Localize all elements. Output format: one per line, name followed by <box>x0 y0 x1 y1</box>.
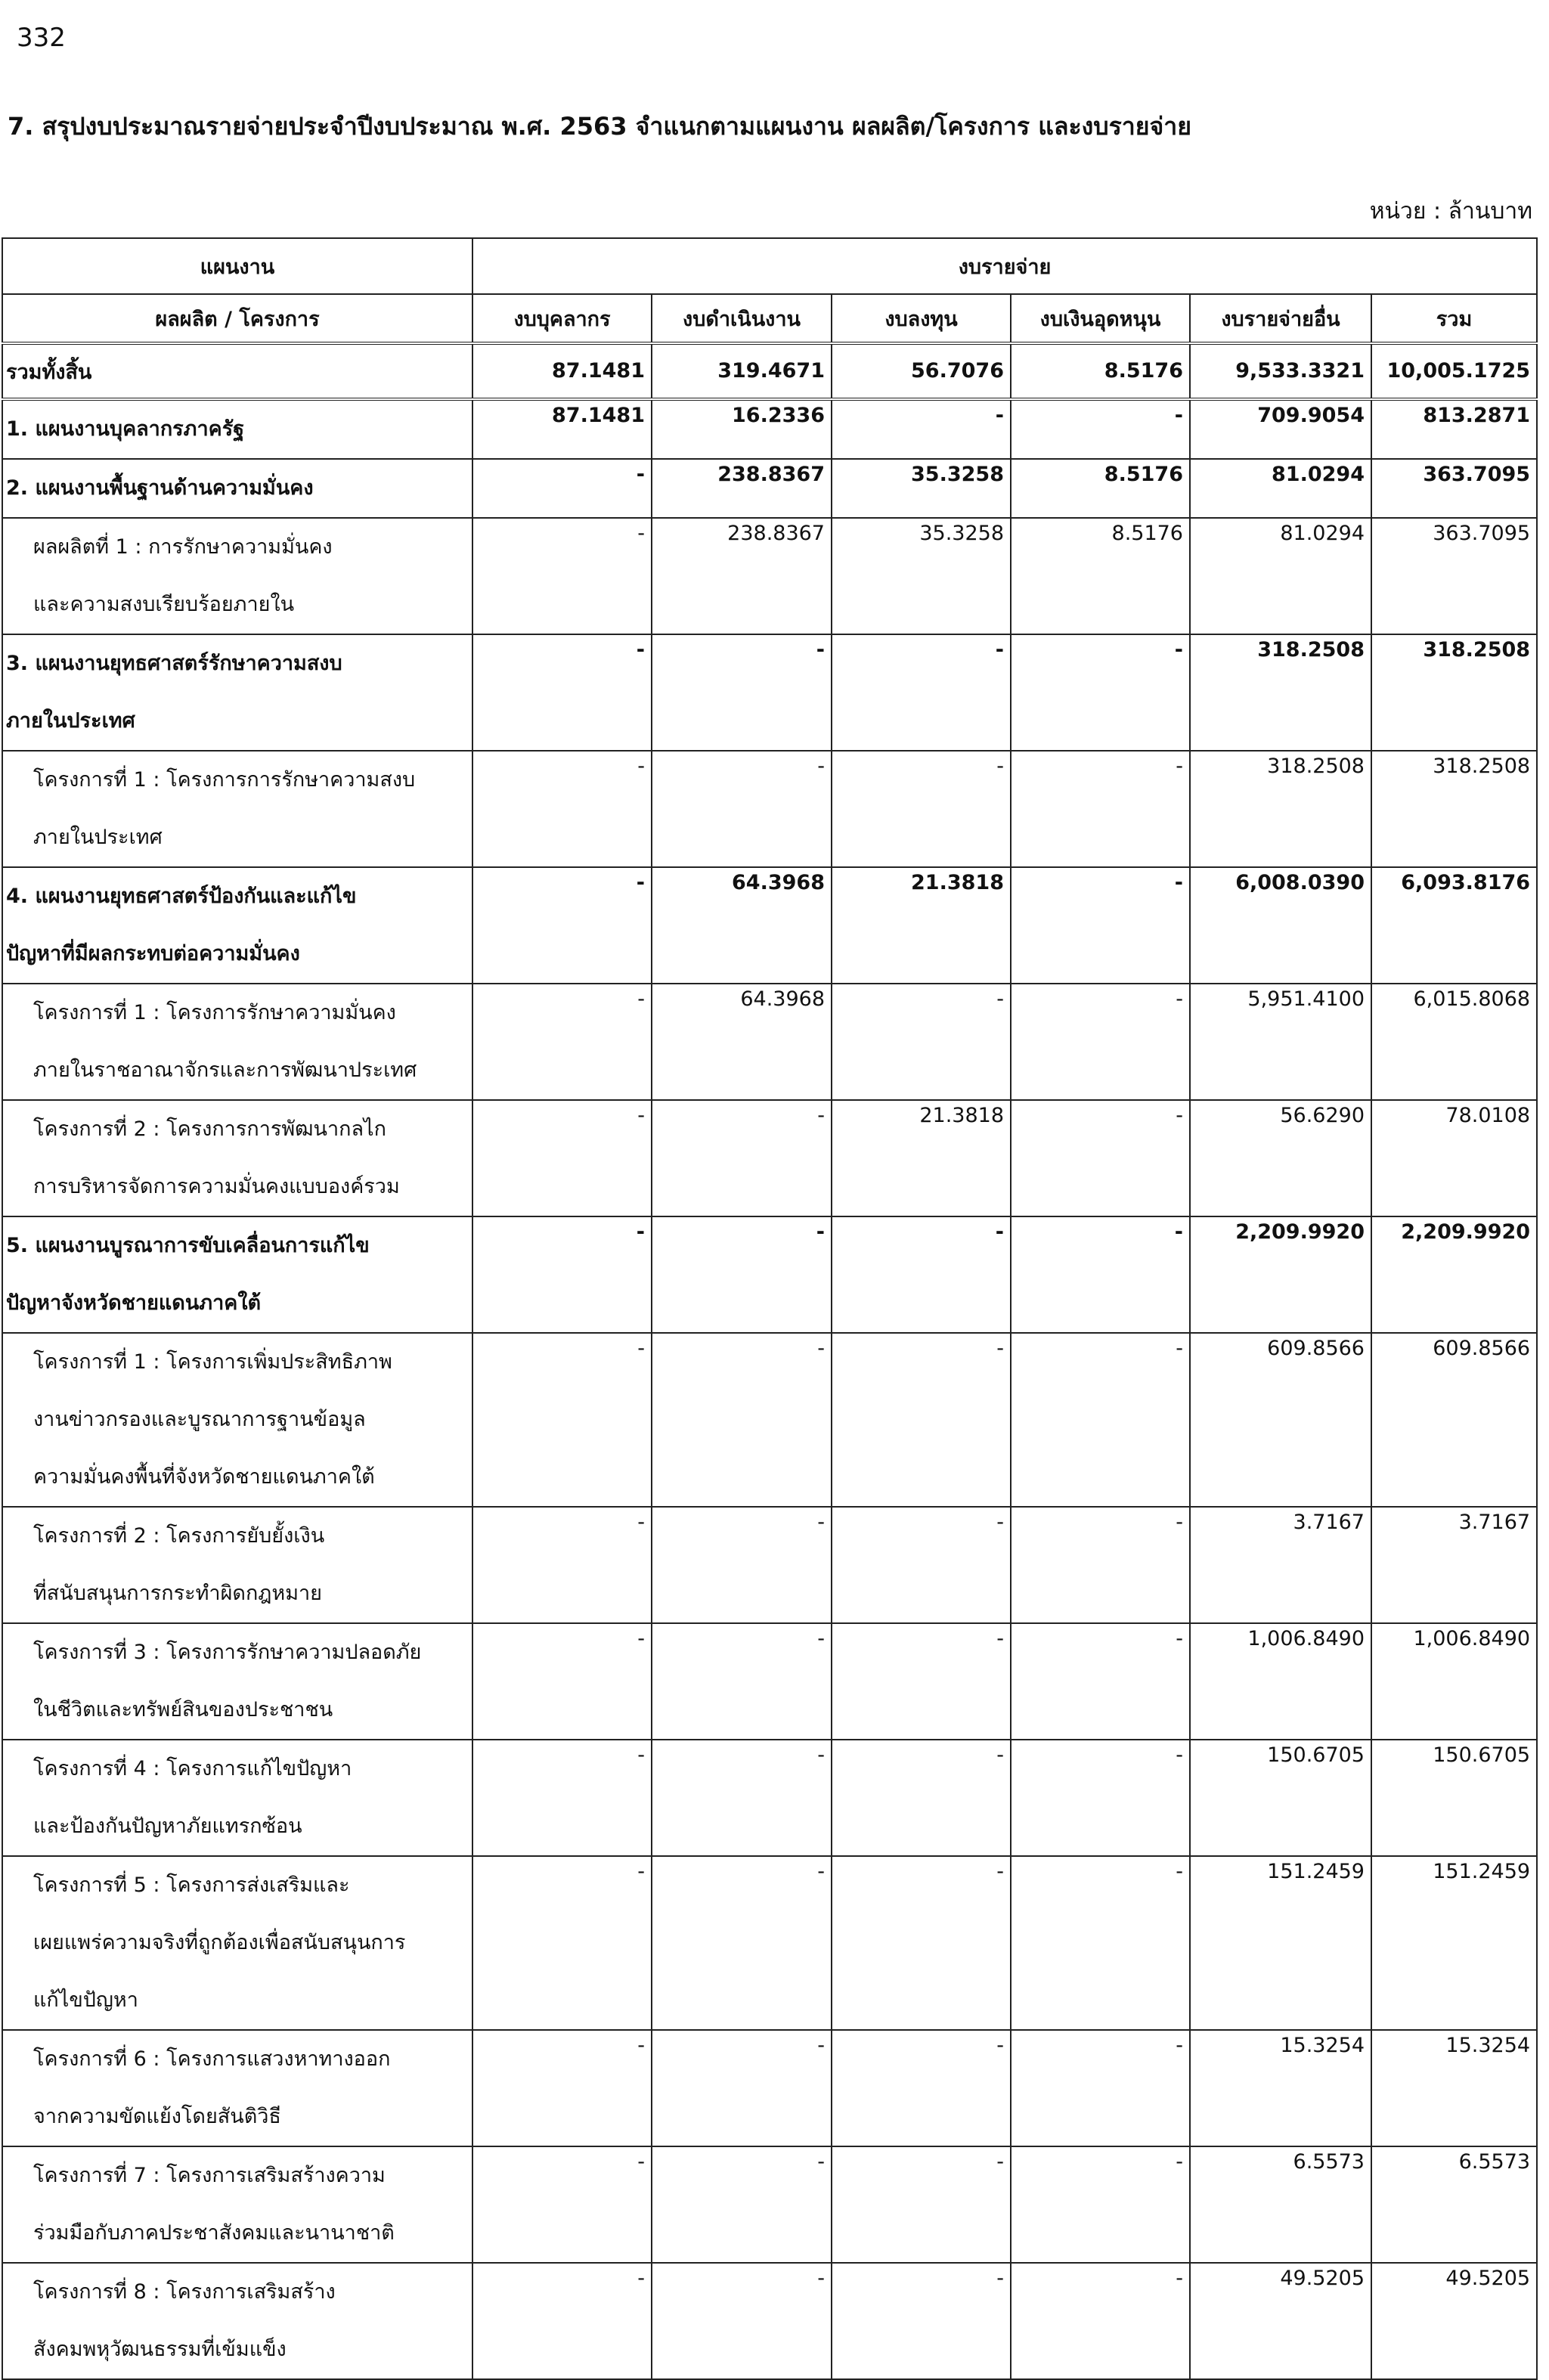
table-row-project <box>2 751 1537 867</box>
row-value: - <box>832 2146 1011 2263</box>
table-row-project <box>2 984 1537 1100</box>
row-value: - <box>1011 751 1190 867</box>
row-value: - <box>472 1740 652 1856</box>
page-number: 332 <box>17 23 66 53</box>
row-value: 238.8367 <box>652 518 832 634</box>
row-value: - <box>472 459 652 518</box>
row-value: 151.2459 <box>1190 1856 1371 2030</box>
row-value: 6.5573 <box>1371 2146 1537 2263</box>
unit-label: หน่วย : ล้านบาท <box>1369 198 1532 225</box>
row-label: โครงการที่ 5 : โครงการส่งเสริมและ เผยแพร่ความจริงที่ถูกต้องเพื่อสนับสนุนการ แก้ไขปัญหา <box>2 1856 472 2030</box>
row-label: โครงการที่ 1 : โครงการการรักษาความสงบ ภายในประเทศ <box>2 751 472 867</box>
row-value: 318.2508 <box>1190 751 1371 867</box>
row-value: - <box>1011 867 1190 984</box>
row-value: - <box>472 1623 652 1740</box>
table-row-project <box>2 2146 1537 2263</box>
row-value: - <box>1011 2030 1190 2146</box>
row-label: โครงการที่ 8 : โครงการเสริมสร้าง สังคมพหุวัฒนธรรมที่เข้มแข็ง <box>2 2263 472 2379</box>
row-value: - <box>652 2263 832 2379</box>
row-value: 81.0294 <box>1190 518 1371 634</box>
row-value: 609.8566 <box>1190 1333 1371 1507</box>
row-value: - <box>1011 1100 1190 1216</box>
row-value: 318.2508 <box>1190 634 1371 751</box>
row-label: โครงการที่ 4 : โครงการแก้ไขปัญหา และป้องกันปัญหาภัยแทรกซ้อน <box>2 1740 472 1856</box>
table-row-project <box>2 1507 1537 1623</box>
header-col-operating: งบดำเนินงาน <box>652 294 832 343</box>
row-value: 21.3818 <box>832 1100 1011 1216</box>
row-value: - <box>832 1623 1011 1740</box>
row-label: โครงการที่ 3 : โครงการรักษาความปลอดภัย ในชีวิตและทรัพย์สินของประชาชน <box>2 1623 472 1740</box>
row-label: โครงการที่ 2 : โครงการยับยั้งเงิน ที่สนับสนุนการกระทำผิดกฎหมาย <box>2 1507 472 1623</box>
row-value: - <box>1011 1216 1190 1333</box>
table-row-project <box>2 1740 1537 1856</box>
row-value: 150.6705 <box>1190 1740 1371 1856</box>
row-value: - <box>652 2146 832 2263</box>
row-label: โครงการที่ 1 : โครงการเพิ่มประสิทธิภาพ งานข่าวกรองและบูรณาการฐานข้อมูล ความมั่นคงพื้นที่จังหวัดชายแดนภาคใต้ <box>2 1333 472 1507</box>
total-value: 56.7076 <box>832 343 1011 399</box>
row-value: 3.7167 <box>1371 1507 1537 1623</box>
total-value: 319.4671 <box>652 343 832 399</box>
row-label: 1. แผนงานบุคลากรภาครัฐ <box>2 399 472 459</box>
row-label: 5. แผนงานบูรณาการขับเคลื่อนการแก้ไข ปัญหาจังหวัดชายแดนภาคใต้ <box>2 1216 472 1333</box>
row-value: - <box>832 1740 1011 1856</box>
row-value: 813.2871 <box>1371 399 1537 459</box>
row-value: - <box>472 518 652 634</box>
row-value: 6,015.8068 <box>1371 984 1537 1100</box>
row-label: โครงการที่ 7 : โครงการเสริมสร้างความ ร่วมมือกับภาคประชาสังคมและนานาชาติ <box>2 2146 472 2263</box>
row-value: - <box>1011 1507 1190 1623</box>
total-value: 9,533.3321 <box>1190 343 1371 399</box>
table-row-project <box>2 1333 1537 1507</box>
row-value: - <box>652 1100 832 1216</box>
table-row-total <box>2 343 1537 399</box>
row-value: 6.5573 <box>1190 2146 1371 2263</box>
row-label: 4. แผนงานยุทธศาสตร์ป้องกันและแก้ไข ปัญหาที่มีผลกระทบต่อความมั่นคง <box>2 867 472 984</box>
row-value: 49.5205 <box>1190 2263 1371 2379</box>
row-value: 363.7095 <box>1371 459 1537 518</box>
header-col-subsidy: งบเงินอุดหนุน <box>1011 294 1190 343</box>
row-value: - <box>652 634 832 751</box>
header-col-investment: งบลงทุน <box>832 294 1011 343</box>
row-value: - <box>472 1216 652 1333</box>
table-row-plan <box>2 459 1537 518</box>
row-value: - <box>1011 1623 1190 1740</box>
row-value: - <box>832 1216 1011 1333</box>
total-value: 87.1481 <box>472 343 652 399</box>
row-value: 238.8367 <box>652 459 832 518</box>
budget-table <box>2 237 1538 2380</box>
row-value: 609.8566 <box>1371 1333 1537 1507</box>
row-value: - <box>1011 1856 1190 2030</box>
row-label: 3. แผนงานยุทธศาสตร์รักษาความสงบ ภายในประเทศ <box>2 634 472 751</box>
row-value: 8.5176 <box>1011 459 1190 518</box>
row-value: - <box>832 1856 1011 2030</box>
row-value: - <box>1011 1333 1190 1507</box>
row-value: - <box>832 2263 1011 2379</box>
row-value: 56.6290 <box>1190 1100 1371 1216</box>
row-value: - <box>652 1740 832 1856</box>
table-row-plan <box>2 1216 1537 1333</box>
table-row-project <box>2 1856 1537 2030</box>
row-value: 318.2508 <box>1371 751 1537 867</box>
row-value: - <box>652 1623 832 1740</box>
row-value: - <box>832 2030 1011 2146</box>
total-value: 10,005.1725 <box>1371 343 1537 399</box>
row-label: โครงการที่ 6 : โครงการแสวงหาทางออก จากความขัดแย้งโดยสันติวิธี <box>2 2030 472 2146</box>
row-value: 87.1481 <box>472 399 652 459</box>
row-value: 150.6705 <box>1371 1740 1537 1856</box>
row-value: 1,006.8490 <box>1190 1623 1371 1740</box>
row-value: 709.9054 <box>1190 399 1371 459</box>
row-value: - <box>1011 2263 1190 2379</box>
row-value: - <box>1011 634 1190 751</box>
table-row-project <box>2 2263 1537 2379</box>
row-value: - <box>1011 1740 1190 1856</box>
row-value: - <box>832 984 1011 1100</box>
row-value: - <box>472 2146 652 2263</box>
row-value: - <box>1011 984 1190 1100</box>
document-title: 7. สรุปงบประมาณรายจ่ายประจำปีงบประมาณ พ.ศ. 2563 จำแนกตามแผนงาน ผลผลิต/โครงการ และงบรายจ่าย <box>8 112 1191 141</box>
row-value: - <box>832 1333 1011 1507</box>
row-value: 35.3258 <box>832 518 1011 634</box>
row-value: - <box>472 984 652 1100</box>
row-value: - <box>1011 399 1190 459</box>
row-value: 2,209.9920 <box>1190 1216 1371 1333</box>
row-label: 2. แผนงานพื้นฐานด้านความมั่นคง <box>2 459 472 518</box>
row-value: - <box>472 2263 652 2379</box>
row-value: - <box>1011 2146 1190 2263</box>
row-value: 318.2508 <box>1371 634 1537 751</box>
table-row-project <box>2 2030 1537 2146</box>
table-row-plan <box>2 634 1537 751</box>
row-value: 15.3254 <box>1190 2030 1371 2146</box>
row-value: - <box>652 751 832 867</box>
row-value: 3.7167 <box>1190 1507 1371 1623</box>
row-value: - <box>472 1333 652 1507</box>
row-value: 6,008.0390 <box>1190 867 1371 984</box>
row-value: 35.3258 <box>832 459 1011 518</box>
row-value: 64.3968 <box>652 867 832 984</box>
row-value: - <box>832 751 1011 867</box>
row-value: 363.7095 <box>1371 518 1537 634</box>
row-value: - <box>652 1333 832 1507</box>
table-row-plan <box>2 867 1537 984</box>
total-label: รวมทั้งสิ้น <box>2 343 472 399</box>
row-value: 1,006.8490 <box>1371 1623 1537 1740</box>
row-value: - <box>472 867 652 984</box>
row-value: 15.3254 <box>1371 2030 1537 2146</box>
table-row-project <box>2 1623 1537 1740</box>
row-label: โครงการที่ 2 : โครงการการพัฒนากลไก การบริหารจัดการความมั่นคงแบบองค์รวม <box>2 1100 472 1216</box>
row-value: 49.5205 <box>1371 2263 1537 2379</box>
row-value: 78.0108 <box>1371 1100 1537 1216</box>
header-group: งบรายจ่าย <box>472 238 1537 294</box>
row-value: - <box>472 634 652 751</box>
row-value: 81.0294 <box>1190 459 1371 518</box>
row-value: 151.2459 <box>1371 1856 1537 2030</box>
row-value: - <box>832 399 1011 459</box>
header-plan: แผนงาน <box>2 238 472 294</box>
row-value: - <box>472 2030 652 2146</box>
total-value: 8.5176 <box>1011 343 1190 399</box>
row-label: โครงการที่ 1 : โครงการรักษาความมั่นคง ภายในราชอาณาจักรและการพัฒนาประเทศ <box>2 984 472 1100</box>
row-value: - <box>652 1507 832 1623</box>
row-value: 5,951.4100 <box>1190 984 1371 1100</box>
table-row-project <box>2 1100 1537 1216</box>
row-value: - <box>652 2030 832 2146</box>
row-value: - <box>832 1507 1011 1623</box>
table-row-plan <box>2 399 1537 459</box>
row-value: 21.3818 <box>832 867 1011 984</box>
row-value: 6,093.8176 <box>1371 867 1537 984</box>
row-value: - <box>472 1100 652 1216</box>
row-value: 2,209.9920 <box>1371 1216 1537 1333</box>
table-row-project <box>2 518 1537 634</box>
header-col-total: รวม <box>1371 294 1537 343</box>
header-col-personnel: งบบุคลากร <box>472 294 652 343</box>
row-value: - <box>652 1216 832 1333</box>
row-value: 64.3968 <box>652 984 832 1100</box>
header-col-other: งบรายจ่ายอื่น <box>1190 294 1371 343</box>
row-value: 8.5176 <box>1011 518 1190 634</box>
row-label: ผลผลิตที่ 1 : การรักษาความมั่นคง และความสงบเรียบร้อยภายใน <box>2 518 472 634</box>
row-value: - <box>472 751 652 867</box>
header-output-project: ผลผลิต / โครงการ <box>2 294 472 343</box>
row-value: - <box>652 1856 832 2030</box>
row-value: - <box>472 1856 652 2030</box>
row-value: - <box>832 634 1011 751</box>
row-value: 16.2336 <box>652 399 832 459</box>
row-value: - <box>472 1507 652 1623</box>
